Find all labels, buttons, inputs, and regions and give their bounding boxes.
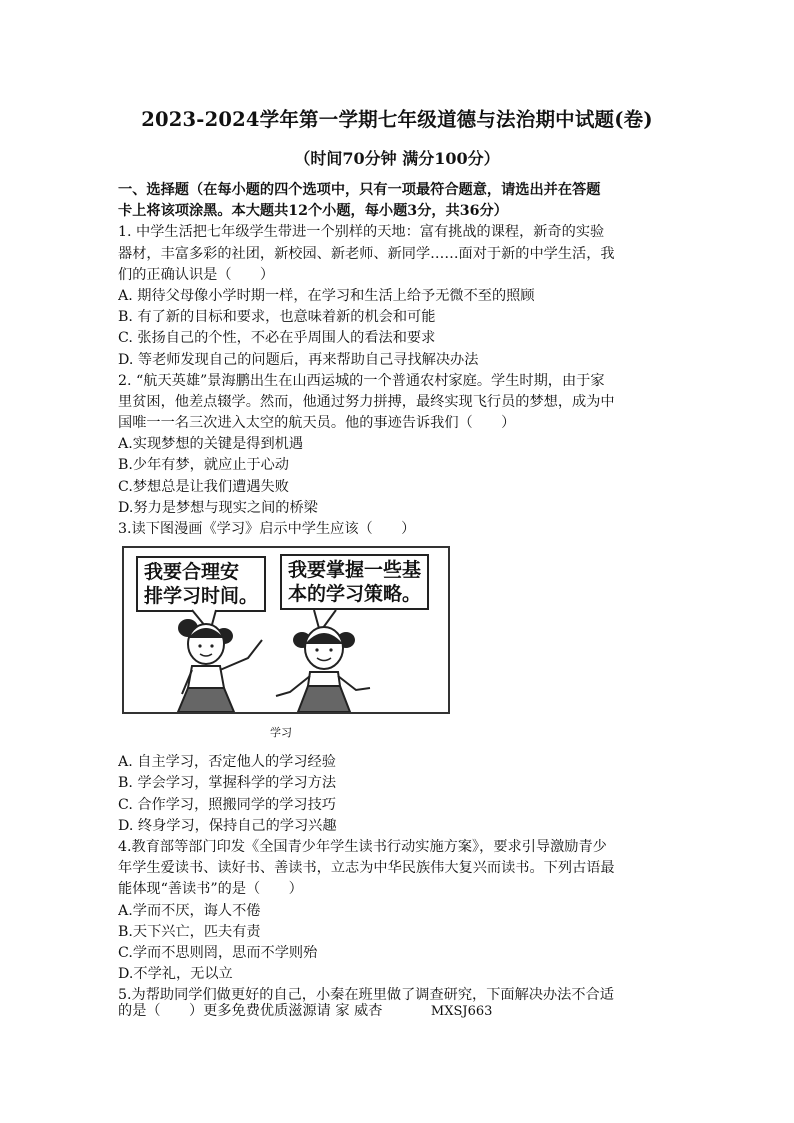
question-1-stem: 们的正确认识是（ ）: [118, 266, 275, 283]
question-3-stem: 3.读下图漫画《学习》启示中学生应该（ ）: [118, 521, 416, 537]
exam-title: 2023-2024学年第一学期七年级道德与法治期中试题(卷): [141, 108, 653, 131]
comic-caption: 学习: [270, 726, 292, 740]
question-5-footer: [118, 1000, 718, 1020]
section-heading: 一、选择题（在每小题的四个选项中，只有一项最符合题意，请选出并在答题: [118, 182, 601, 198]
question-4-stem: 年学生爱读书、读好书、善读书，立志为中华民族伟大复兴而读书。下列古语最: [118, 860, 615, 877]
comic-illustration: [124, 548, 448, 712]
question-1-stem: 1. 中学生活把七年级学生带进一个别样的天地：富有挑战的课程，新奇的实验: [118, 224, 605, 241]
question-2-option-a: A.实现梦想的关键是得到机遇: [118, 436, 304, 453]
question-2-option-c: C.梦想总是让我们遭遇失败: [118, 478, 289, 495]
girl-right-figure: [276, 627, 370, 712]
question-2-stem: 2. “航天英雄”景海鹏出生在山西运城的一个普通农村家庭。学生时期，由于家: [118, 372, 605, 389]
comic-study: [122, 546, 450, 714]
question-2-stem: 国唯一一名三次进入太空的航天员。他的事迹告诉我们（ ）: [118, 415, 516, 432]
footer-code: MXSJ663: [430, 1004, 493, 1019]
question-4-stem: 4.教育部等部门印发《全国青少年学生读书行动实施方案》，要求引导激励青少: [118, 838, 607, 855]
question-3-option-c: C. 合作学习，照搬同学的学习技巧: [118, 796, 336, 813]
question-3-option-a: A. 自主学习，否定他人的学习经验: [118, 754, 336, 771]
exam-subtitle: （时间70分钟 满分100分）: [294, 149, 500, 168]
question-1-option-a: A. 期待父母像小学时期一样，在学习和生活上给予无微不至的照顾: [118, 287, 535, 304]
bubble-text: 排学习时间。: [144, 585, 259, 608]
question-3-option-d: D. 终身学习，保持自己的学习兴趣: [118, 817, 337, 834]
question-1-option-b: B. 有了新的目标和要求，也意味着新的机会和可能: [118, 309, 436, 326]
question-1-stem: 器材，丰富多彩的社团，新校园、新老师、新同学……面对于新的中学生活，我: [118, 245, 615, 262]
question-4-option-d: D.不学礼，无以立: [118, 966, 233, 983]
bubble-text: 我要合理安: [144, 561, 240, 584]
question-5-stem-continued: 的是（ ）更多免费优质滋源请 家 威杏: [118, 1003, 383, 1019]
bubble-text: 本的学习策略。: [288, 583, 422, 606]
question-4-option-a: A.学而不厌，诲人不倦: [118, 902, 261, 919]
question-1-option-d: D. 等老师发现自己的问题后，再来帮助自己寻找解决办法: [118, 351, 479, 368]
bubble-text: 我要掌握一些基: [288, 559, 422, 582]
question-5-stem: 5.为帮助同学们做更好的自己，小秦在班里做了调查研究，下面解决办法不合适: [118, 987, 614, 1004]
question-2-option-d: D.努力是梦想与现实之间的桥梁: [118, 499, 318, 516]
section-heading: 卡上将该项涂黑。本大题共12个小题，每小题3分，共36分）: [118, 203, 508, 220]
question-4-option-b: B.天下兴亡，匹夫有责: [118, 923, 261, 940]
question-2-stem: 里贫困，他差点辍学。然而，他通过努力拼搏，最终实现飞行员的梦想，成为中: [118, 393, 615, 410]
question-4-stem: 能体现“善读书”的是（ ）: [118, 881, 303, 898]
question-4-option-c: C.学而不思则罔，思而不学则殆: [118, 944, 318, 961]
question-1-option-c: C. 张扬自己的个性，不必在乎周围人的看法和要求: [118, 330, 436, 347]
question-3-option-b: B. 学会学习，掌握科学的学习方法: [118, 775, 337, 792]
girl-left-figure: [178, 619, 262, 712]
question-2-option-b: B.少年有梦，就应止于心动: [118, 457, 289, 474]
exam-body: [118, 180, 680, 1006]
